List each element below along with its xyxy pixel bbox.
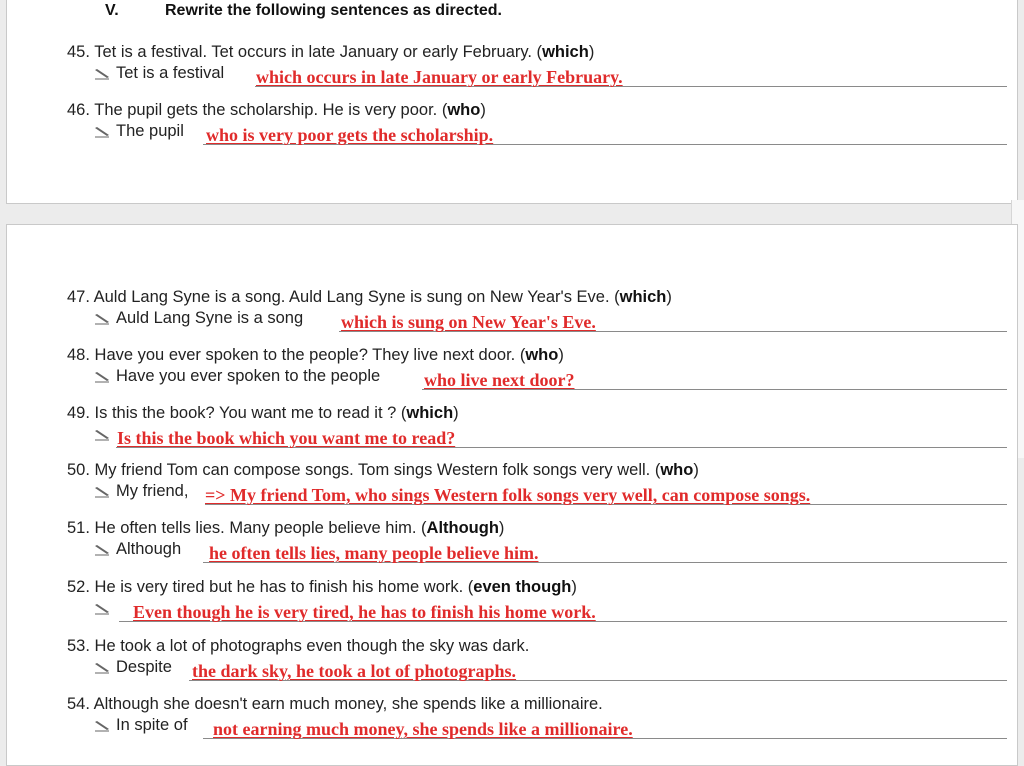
answer-text: the dark sky, he took a lot of photographs. — [192, 661, 517, 681]
question: 47. Auld Lang Syne is a song. Auld Lang Syne is sung on New Year's Eve. (which) — [67, 288, 672, 306]
answer-text: who is very poor gets the scholarship. — [206, 125, 494, 145]
answer-text: Even though he is very tired, he has to finish his home work. — [133, 602, 596, 622]
answer-text: not earning much money, she spends like a millionaire. — [213, 719, 633, 739]
section-title: Rewrite the following sentences as directed. — [165, 2, 502, 19]
exercise-item-45 — [67, 42, 1007, 85]
pencil-icon — [94, 720, 110, 732]
question: 49. Is this the book? You want me to read it ? (which) — [67, 404, 459, 422]
exercise-item-50 — [67, 460, 1007, 503]
exercise-card-top — [6, 0, 1018, 204]
answer-row — [67, 121, 1007, 143]
answer-row — [67, 481, 1007, 503]
answer-text: Is this the book which you want me to read? — [117, 428, 456, 448]
pencil-icon — [94, 486, 110, 498]
pencil-icon — [94, 371, 110, 383]
pencil-icon — [94, 126, 110, 138]
question: 50. My friend Tom can compose songs. Tom sings Western folk songs very well. (who) — [67, 461, 699, 479]
exercise-item-53 — [67, 636, 1007, 679]
question: 52. He is very tired but he has to finish his home work. (even though) — [67, 578, 577, 596]
answer-text: => My friend Tom, who sings Western folk songs very well, can compose songs. — [205, 485, 811, 505]
answer-text: who live next door? — [424, 370, 575, 390]
answer-row — [67, 63, 1007, 85]
answer-prefix: Tet is a festival — [116, 64, 225, 82]
answer-prefix: Auld Lang Syne is a song — [116, 309, 304, 327]
exercise-item-51 — [67, 518, 1007, 561]
question: 53. He took a lot of photographs even though the sky was dark. — [67, 637, 530, 655]
exercise-item-48 — [67, 345, 1007, 388]
answer-prefix: Have you ever spoken to the people — [116, 367, 381, 385]
answer-row — [67, 366, 1007, 388]
answer-row — [67, 657, 1007, 679]
pencil-icon — [94, 603, 110, 615]
answer-prefix: My friend, — [116, 482, 189, 500]
answer-text: which occurs in late January or early February. — [256, 67, 623, 87]
question: 48. Have you ever spoken to the people? They live next door. (who) — [67, 346, 564, 364]
answer-row — [67, 598, 1007, 620]
answer-prefix: The pupil — [116, 122, 184, 140]
question: 46. The pupil gets the scholarship. He is very poor. (who) — [67, 101, 486, 119]
section-number: V. — [105, 2, 119, 19]
answer-prefix: Despite — [116, 658, 172, 676]
exercise-item-54 — [67, 694, 1007, 737]
answer-text: which is sung on New Year's Eve. — [341, 312, 596, 332]
question: 45. Tet is a festival. Tet occurs in late January or early February. (which) — [67, 43, 595, 61]
answer-row — [67, 424, 1007, 446]
question: 54. Although she doesn't earn much money, she spends like a millionaire. — [67, 695, 603, 713]
pencil-icon — [94, 429, 110, 441]
exercise-item-46 — [67, 100, 1007, 143]
answer-prefix: In spite of — [116, 716, 188, 734]
pencil-icon — [94, 544, 110, 556]
question: 51. He often tells lies. Many people believe him. (Although) — [67, 519, 505, 537]
exercise-item-49 — [67, 403, 1007, 446]
pencil-icon — [94, 313, 110, 325]
exercise-item-47 — [67, 287, 1007, 330]
answer-prefix: Although — [116, 540, 182, 558]
pencil-icon — [94, 68, 110, 80]
answer-text: he often tells lies, many people believe him. — [209, 543, 539, 563]
answer-row — [67, 308, 1007, 330]
exercise-card-bottom — [6, 224, 1018, 766]
answer-row — [67, 539, 1007, 561]
pencil-icon — [94, 662, 110, 674]
exercise-item-52 — [67, 577, 1007, 620]
answer-row — [67, 715, 1007, 737]
